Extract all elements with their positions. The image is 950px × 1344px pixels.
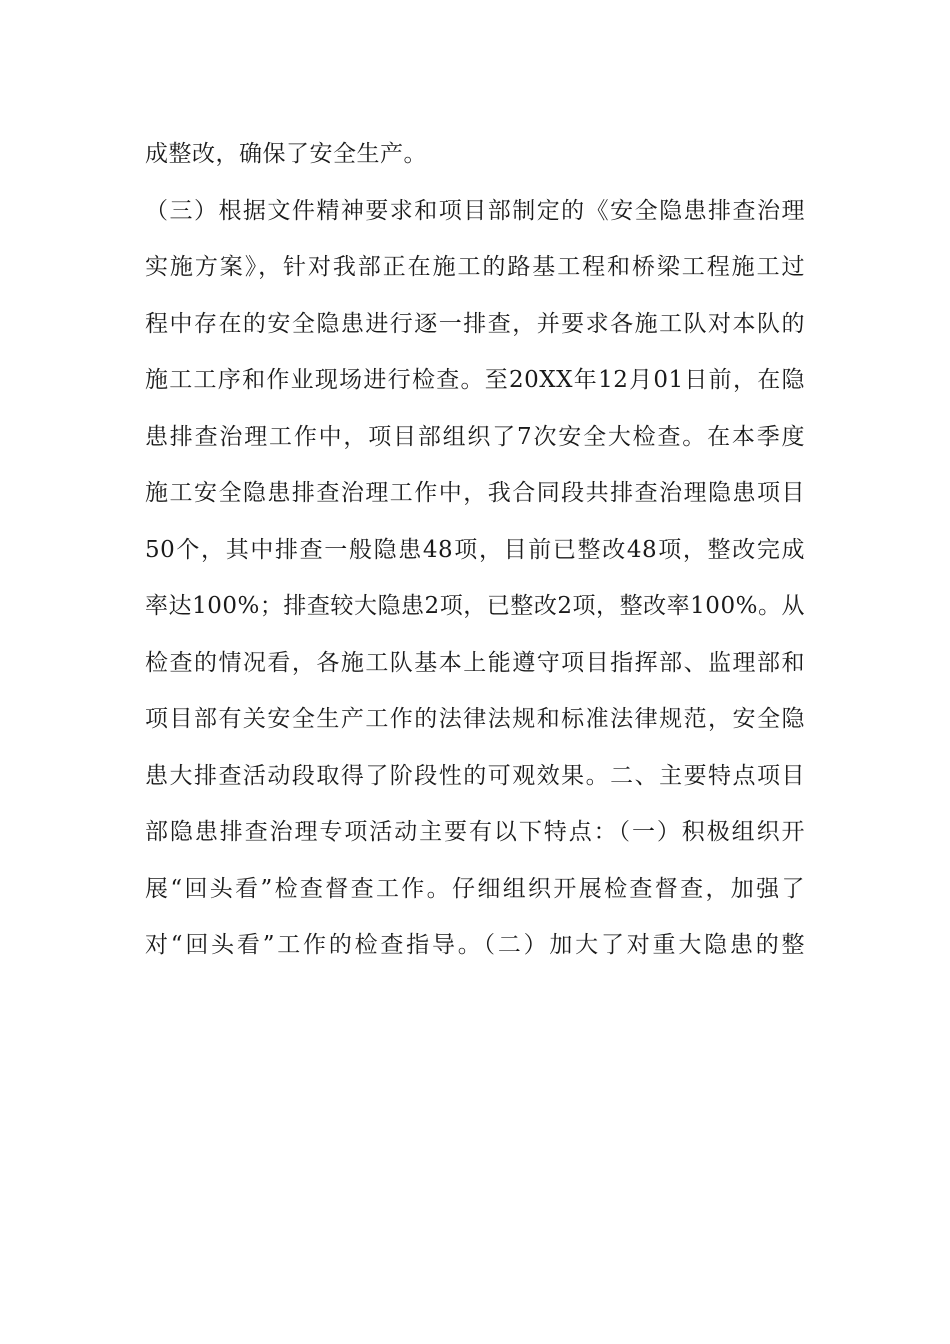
text-line: 实施方案》，针对我部正在施工的路基工程和桥梁工程施工过 [145, 254, 805, 280]
text-line: 施工工序和作业现场进行检查。至20XX年12月01日前，在隐 [145, 367, 805, 393]
text-line: 患大排查活动段取得了阶段性的可观效果。二、主要特点项目 [145, 762, 805, 789]
text-line: 程中存在的安全隐患进行逐一排查，并要求各施工队对本队的 [145, 310, 805, 337]
text-line: 率达100%；排查较大隐患2项，已整改2项，整改率100%。从 [145, 593, 805, 619]
text-line: 对“回头看”工作的检查指导。（二）加大了对重大隐患的整 [145, 932, 805, 958]
body-text [145, 131, 805, 979]
text-line: 部隐患排查治理专项活动主要有以下特点：（一）积极组织开 [145, 819, 805, 845]
text-line: 患排查治理工作中，项目部组织了7次安全大检查。在本季度 [145, 423, 805, 450]
text-line: 施工安全隐患排查治理工作中，我合同段共排查治理隐患项目 [145, 480, 805, 506]
text-line: 50个，其中排查一般隐患48项，目前已整改48项，整改完成 [145, 536, 805, 563]
text-line: 成整改，确保了安全生产。 [145, 141, 427, 167]
text-line: 展“回头看”检查督查工作。仔细组织开展检查督查，加强了 [145, 875, 805, 902]
text-line: （三）根据文件精神要求和项目部制定的《安全隐患排查治理 [145, 197, 805, 224]
text-line: 项目部有关安全生产工作的法律法规和标准法律规范，安全隐 [145, 706, 805, 732]
text-line: 检查的情况看，各施工队基本上能遵守项目指挥部、监理部和 [145, 649, 805, 676]
